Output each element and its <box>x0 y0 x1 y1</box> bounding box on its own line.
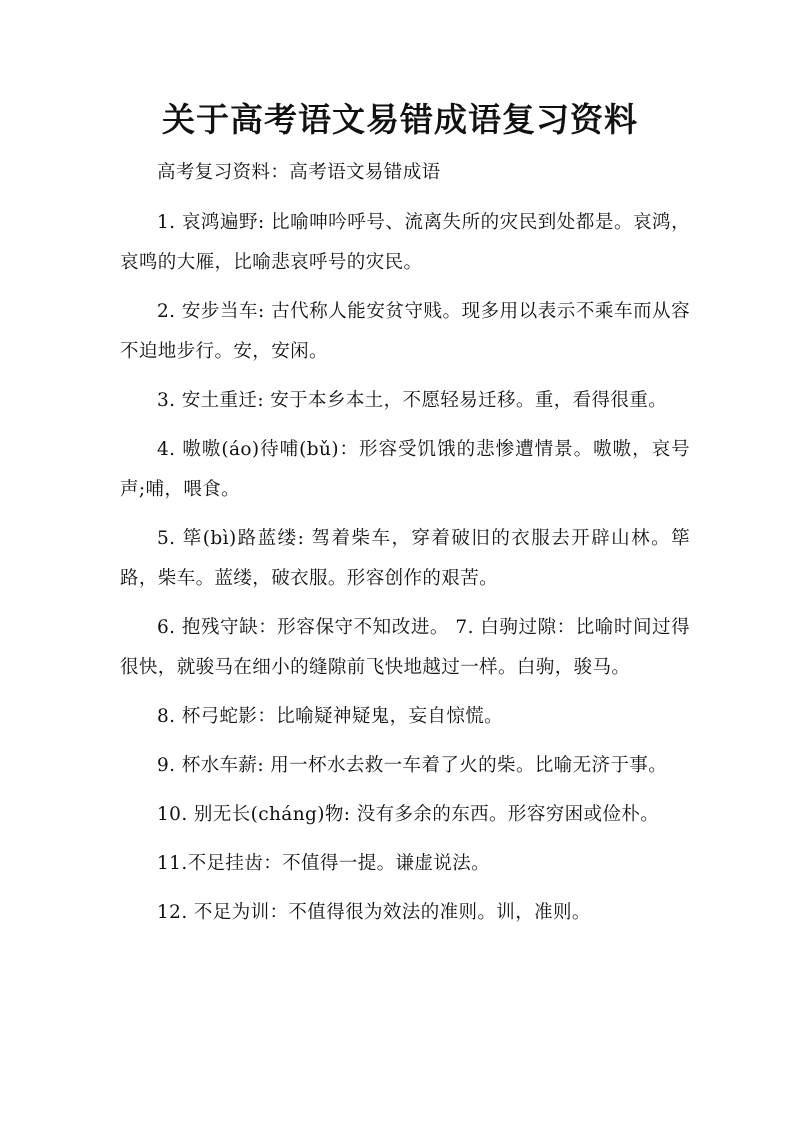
idiom-entry-11: 11.不足挂齿：不值得一提。谦虚说法。 <box>157 853 491 874</box>
idiom-entry-9: 9. 杯水车薪: 用一杯水去救一车着了火的柴。比喻无济于事。 <box>157 755 668 776</box>
idiom-entry-4: 4. 嗷嗷(áo)待哺(bǔ)：形容受饥饿的悲惨遭情景。嗷嗷，哀号声;哺，喂食。 <box>120 439 690 500</box>
idiom-entry-12: 12. 不足为训：不值得很为效法的准则。训，准则。 <box>157 902 591 923</box>
idiom-entry-3: 3. 安土重迁: 安于本乡本土，不愿轻易迁移。重，看得很重。 <box>157 390 668 411</box>
document-body <box>120 153 690 942</box>
idiom-entry-6-7: 6. 抱残守缺：形容保守不知改进。 7. 白驹过隙：比喻时间过得很快，就骏马在细小的缝隙前飞快地越过一样。白驹，骏马。 <box>120 617 690 678</box>
idiom-entry-5: 5. 筚(bì)路蓝缕: 驾着柴车，穿着破旧的衣服去开辟山林。筚路，柴车。蓝缕，破衣服。形容创作的艰苦。 <box>120 528 690 589</box>
document-subtitle: 高考复习资料：高考语文易错成语 <box>157 162 441 183</box>
idiom-entry-2: 2. 安步当车: 古代称人能安贫守贱。现多用以表示不乘车而从容不迫地步行。安，安闲。 <box>120 301 690 362</box>
idiom-entry-1: 1. 哀鸿遍野: 比喻呻吟呼号、流离失所的灾民到处都是。哀鸿，哀鸣的大雁，比喻悲哀呼号的灾民。 <box>120 212 690 273</box>
idiom-entry-8: 8. 杯弓蛇影：比喻疑神疑鬼，妄自惊慌。 <box>157 706 504 727</box>
idiom-entry-10: 10. 别无长(cháng)物: 没有多余的东西。形容穷困或俭朴。 <box>157 804 660 825</box>
document-title: 关于高考语文易错成语复习资料 <box>162 100 638 139</box>
